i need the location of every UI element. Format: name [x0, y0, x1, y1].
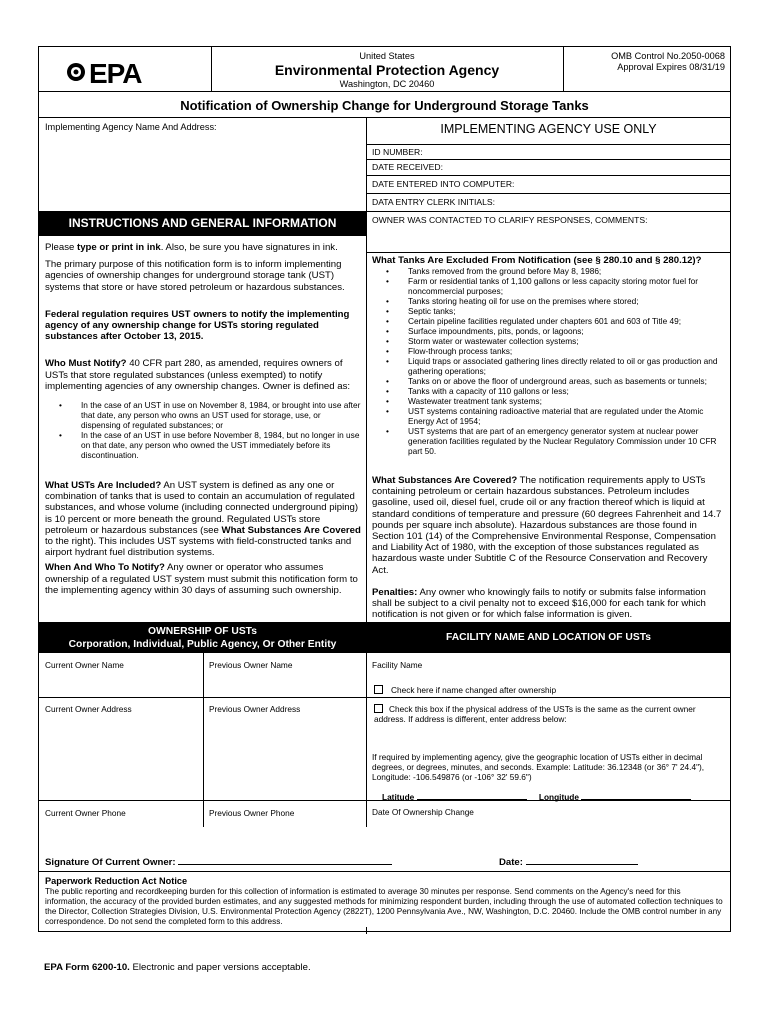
approval-expires: Approval Expires 08/31/19 [617, 62, 725, 72]
excluded-item: • Certain pipeline facilities regulated under chapters 601 and 603 of Title 49; [372, 316, 724, 326]
excluded-item: • Storm water or wastewater collection systems; [372, 336, 724, 346]
what-ust-text1: An UST system is defined as any one or combination of tanks that is used to contain an accumulation of regulated substances, and whose volume (including connected underground piping) is 10 percent or more beneath the ground. Regulated USTs store petroleum or hazardous substances (see [45, 480, 359, 536]
excluded-list [372, 266, 724, 456]
paperwork-section [45, 876, 725, 927]
excluded-item: • Tanks storing heating oil for use on the premises where stored; [372, 296, 724, 306]
who-item: • In the case of an UST in use before November 8, 1984, but no longer in use on that date, any person who owned the UST immediately before its discontinuation. [45, 430, 361, 460]
agency-field-id[interactable]: ID NUMBER: [372, 147, 423, 157]
ownership-title: OWNERSHIP OF USTs [148, 626, 257, 637]
header-agency: Environmental Protection Agency [274, 62, 500, 78]
what-ust-bold: What Substances Are Covered [221, 524, 361, 536]
same-address-label: Check this box if the physical address of the USTs is the same as the current owner address. If address is different, enter address below: [374, 704, 696, 724]
signature-field[interactable] [178, 855, 392, 865]
omb-control: OMB Control No.2050-0068 [611, 51, 725, 61]
penalties-text: Any owner who knowingly fails to notify or submits false information shall be subject to a civil penalty not to exceed $16,000 for each tank for which notification is not given or for which false information is given. [372, 587, 706, 621]
excluded-item: • Flow-through process tanks; [372, 346, 724, 356]
paperwork-text: The public reporting and recordkeeping burden for this collection of information is estimated to average 30 minutes per response. Send comments on the Agency's need for this information, the accuracy of the provided burden estimates, and any suggested methods for minimizing respondent burden, including through the use of automated collection techniques to the Director, Collection Strategies Division, U.S. Environmental Protection Agency (2822T), 1200 Pennsylvania Ave., NW, Washington, D.C. 20460. Include the OMB control number in any correspondence. Do not send the completed form to this address. [45, 887, 723, 926]
signature-row [45, 855, 725, 868]
latitude-label: Latitude [382, 792, 415, 802]
name-changed-label: Check here if name changed after ownership [391, 685, 557, 695]
previous-owner-name-field[interactable]: Previous Owner Name [209, 660, 293, 670]
excluded-item: • UST systems containing radioactive material that are regulated under the Atomic Energy Act of 1954; [372, 406, 724, 426]
who-item: • In the case of an UST in use on November 8, 1984, or brought into use after that date, any person who owns an UST used for storage, use, or dispensing of regulated substances; or [45, 400, 361, 430]
instructions-title: INSTRUCTIONS AND GENERAL INFORMATION [39, 211, 366, 236]
form-footer [44, 962, 311, 973]
epa-logo-text: EPA [89, 58, 142, 89]
same-address-checkbox[interactable] [374, 704, 383, 713]
please-pre: Please [45, 242, 77, 253]
excluded-title: What Tanks Are Excluded From Notification (see § 280.10 and § 280.12)? [372, 255, 702, 266]
header-city: Washington, DC 20460 [339, 79, 435, 89]
excluded-item: • Tanks with a capacity of 110 gallons or less; [372, 386, 724, 396]
excluded-section [372, 255, 724, 456]
epa-logo [63, 59, 147, 89]
facility-name-field[interactable]: Facility Name [372, 660, 423, 670]
please-bold: type or print in ink [77, 242, 161, 253]
excluded-item: • Surface impoundments, pits, ponds, or lagoons; [372, 326, 724, 336]
signature-label: Signature Of Current Owner: [45, 857, 176, 868]
excluded-item: • Tanks on or above the floor of underground areas, such as basements or tunnels; [372, 376, 724, 386]
date-change-field[interactable]: Date Of Ownership Change [372, 807, 474, 817]
excluded-item: • Farm or residential tanks of 1,100 gallons or less capacity storing motor fuel for noncommercial purposes; [372, 276, 724, 296]
agency-field-date-received[interactable]: DATE RECEIVED: [372, 162, 443, 172]
notification-form [38, 46, 731, 932]
excluded-item: • Tanks removed from the ground before May 8, 1986; [372, 266, 724, 276]
previous-owner-phone-field[interactable]: Previous Owner Phone [209, 808, 295, 818]
agency-field-owner-contacted[interactable]: OWNER WAS CONTACTED TO CLARIFY RESPONSES, COMMENTS: [372, 215, 648, 225]
form-title: Notification of Ownership Change for Underground Storage Tanks [180, 98, 589, 113]
implementing-agency-field[interactable] [41, 135, 363, 209]
agency-use-title: IMPLEMENTING AGENCY USE ONLY [440, 122, 657, 136]
signature-date-field[interactable] [526, 855, 638, 865]
paperwork-title: Paperwork Reduction Act Notice [45, 876, 188, 886]
who-title: Who Must Notify? [45, 358, 127, 370]
excluded-item: • UST systems that are part of an emergency generator system at nuclear power generation facilities regulated by the Nuclear Regulatory Commission under 10 CFR part 50. [372, 426, 724, 456]
previous-owner-address-field[interactable]: Previous Owner Address [209, 704, 301, 714]
agency-field-clerk-initials[interactable]: DATA ENTRY CLERK INITIALS: [372, 197, 496, 207]
form-id: EPA Form 6200-10. [44, 962, 130, 973]
current-owner-phone-field[interactable]: Current Owner Phone [45, 808, 126, 818]
footer-note: Electronic and paper versions acceptable. [129, 962, 311, 973]
when-title: When And Who To Notify? [45, 562, 165, 574]
who-list [45, 400, 361, 460]
please-post: . Also, be sure you have signatures in ink. [160, 242, 338, 253]
purpose-text: The primary purpose of this notification form is to inform implementing agencies of ownership changes for underground storage tank (UST) systems that store or have stored petroleum or hazardous substances. [45, 259, 345, 293]
current-owner-address-field[interactable]: Current Owner Address [45, 704, 132, 714]
ownership-header [39, 623, 366, 652]
federal-text: Federal regulation requires UST owners to notify the implementing agency of any ownership change for USTs storing regulated substances after October 13, 2015. [45, 308, 350, 343]
excluded-item: • Liquid traps or associated gathering lines directly related to oil or gas production and gathering operations; [372, 356, 724, 376]
agency-field-date-entered[interactable]: DATE ENTERED INTO COMPUTER: [372, 179, 515, 189]
geo-text: If required by implementing agency, give the geographic location of USTs either in decimal degrees, or degrees, minutes, and seconds. Example: Latitude: 36.12348 (or 36° 7' 24.4"), Longitude: -106.549876 (or -106° 32' 59.6") [372, 752, 705, 782]
same-address-row [374, 704, 724, 724]
substances-title: What Substances Are Covered? [372, 475, 518, 486]
what-ust-title: What USTs Are Included? [45, 480, 162, 492]
excluded-item: • Wastewater treatment tank systems; [372, 396, 724, 406]
penalties-title: Penalties: [372, 587, 418, 598]
name-changed-checkbox[interactable] [374, 685, 383, 694]
longitude-label: Longitude [538, 792, 579, 802]
header-country: United States [359, 51, 415, 61]
ownership-subtitle: Corporation, Individual, Public Agency, Or Other Entity [68, 639, 337, 650]
current-owner-name-field[interactable]: Current Owner Name [45, 660, 124, 670]
substances-section [372, 475, 724, 576]
facility-title: FACILITY NAME AND LOCATION OF USTs [367, 623, 730, 652]
when-text: Any owner or operator who assumes ownership of a regulated UST system must submit this notification form to the implementing agency within 30 days of assuming such ownership. [45, 562, 358, 596]
date-label: Date: [498, 857, 523, 868]
who-text: 40 CFR part 280, as amended, requires owners of USTs that store regulated substances (unless exempted) to notify implementing agencies of any ownership changes. Owner is defined as: [45, 358, 351, 392]
penalties-section [372, 587, 724, 621]
substances-text: The notification requirements apply to USTs containing petroleum or certain hazardous substances. Petroleum includes gasoline, used oil, diesel fuel, crude oil or any fraction thereof which is liquid at standard conditions of temperature and pressure (60 degrees Fahrenheit and 14.7 pounds per square inch absolute). Hazardous substances are those found in Section 101 (14) of the Comprehensive Environmental Response, Compensation and Liability Act of 1980, with the exception of those substances regulated as hazardous waste under Subtitle C of the Resource Conservation and Recovery Act. [372, 475, 722, 576]
implementing-agency-label: Implementing Agency Name And Address: [45, 122, 217, 132]
excluded-item: • Septic tanks; [372, 306, 724, 316]
what-ust-text2: to the right). This includes UST systems with field-constructed tanks and airport hydrant fuel distribution systems. [45, 536, 352, 559]
instructions-body [45, 242, 361, 596]
name-changed-row [374, 685, 556, 695]
